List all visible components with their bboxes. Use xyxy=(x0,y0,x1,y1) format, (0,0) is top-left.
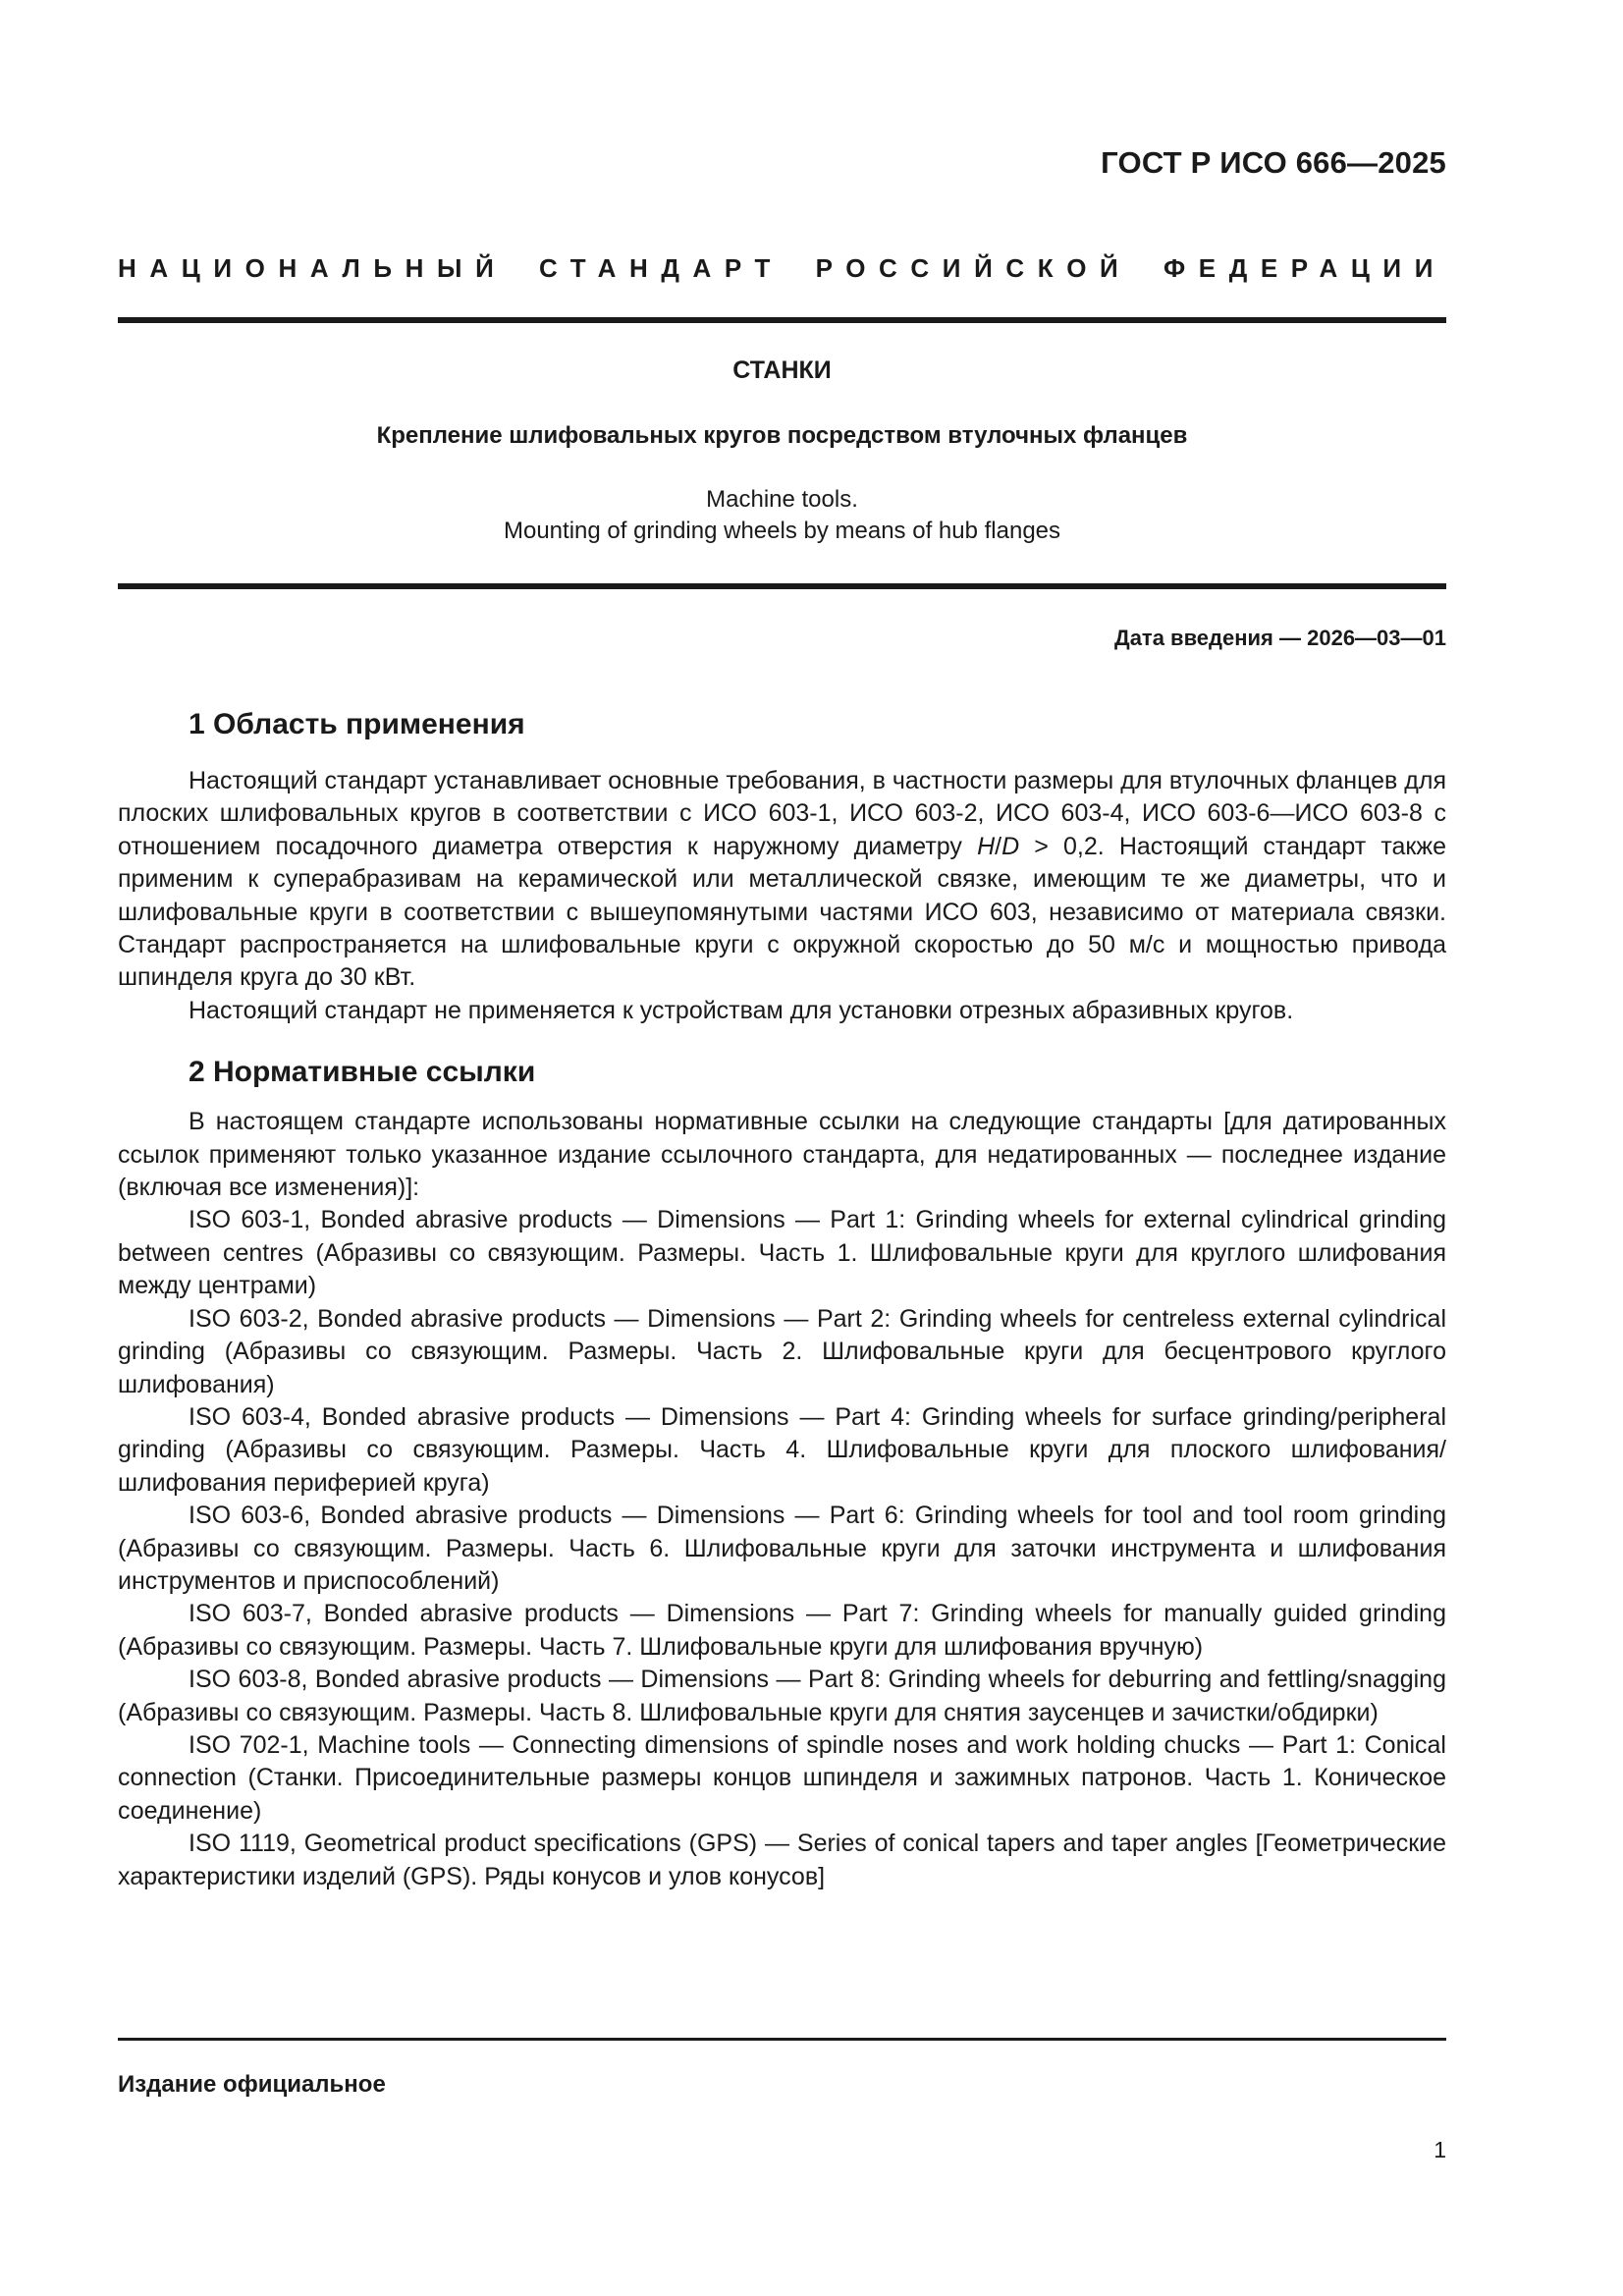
section-2-heading: 2 Нормативные ссылки xyxy=(189,1056,536,1089)
section-2-body xyxy=(118,1106,1446,1893)
footer-rule xyxy=(118,2038,1446,2041)
reference-item: ISO 603-2, Bonded abrasive products — Dimensions — Part 2: Grinding wheels for centreless external cylindrical grinding (Абразивы со связующим. Размеры. Часть 2. Шлифовальные круги для бесцентрового круглого шлифования) xyxy=(118,1304,1446,1398)
reference-item: ISO 603-6, Bonded abrasive products — Dimensions — Part 6: Grinding wheels for tool and tool room grinding (Абразивы со связующим. Размеры. Часть 6. Шлифовальные круги для заточки инструмента и шлифования инструментов и приспособлений) xyxy=(118,1502,1446,1595)
document-title-en xyxy=(118,484,1446,547)
document-title-ru: СТАНКИ xyxy=(732,356,832,384)
reference-item: ISO 603-7, Bonded abrasive products — Dimensions — Part 7: Grinding wheels for manually guided grinding (Абразивы со связующим. Размеры. Часть 7. Шлифовальные круги для шлифования вручную) xyxy=(118,1600,1446,1661)
reference-item: ISO 603-1, Bonded abrasive products — Dimensions — Part 1: Grinding wheels for external cylindrical grinding between centres (Абразивы со связующим. Размеры. Часть 1. Шлифовальные круги для круглого шлифования между центрами) xyxy=(118,1206,1446,1300)
reference-item: ISO 603-4, Bonded abrasive products — Dimensions — Part 4: Grinding wheels for surface grinding/peripheral grinding (Абразивы со связующим. Размеры. Часть 4. Шлифовальные круги для плоского шлифования/шлифования периферией круга) xyxy=(118,1402,1446,1497)
ratio-symbol-h: H xyxy=(977,832,996,860)
top-rule xyxy=(118,317,1446,323)
reference-item: ISO 603-8, Bonded abrasive products — Dimensions — Part 8: Grinding wheels for deburring and fettling/snagging (Абразивы со связующим. Размеры. Часть 8. Шлифовальные круги для снятия заусенцев и зачистки/обдирки) xyxy=(118,1666,1446,1726)
references-intro: В настоящем стандарте использованы нормативные ссылки на следующие стандарты [для датированных ссылок применяют только указанное издание ссылочного стандарта, для недатированных — последнее издание (включая все изменения)]: xyxy=(118,1108,1446,1202)
ratio-slash: / xyxy=(995,832,1002,860)
document-page xyxy=(118,0,1446,2296)
title-en-line-1: Machine tools. xyxy=(706,486,858,513)
title-bottom-rule xyxy=(118,583,1446,589)
scope-paragraph-1 xyxy=(118,765,1446,995)
scope-text-a: Настоящий стандарт устанавливает основные требования, в частности размеры для втулочных фланцев для плоских шлифовальных кругов в соответствии с ИСО 603-1, ИСО 603-2, ИСО 603-4, ИСО 603-6—ИСО 603-8 с отношением посадочного диаметра отверстия к наружному диаметру xyxy=(118,767,1446,860)
reference-item: ISO 1119, Geometrical product specifications (GPS) — Series of conical tapers and taper angles [Геометрические характеристики изделий (GPS). Ряды конусов и улов конусов] xyxy=(118,1830,1446,1890)
document-subtitle-ru: Крепление шлифовальных кругов посредством втулочных фланцев xyxy=(376,422,1188,449)
document-body xyxy=(118,705,1446,1893)
title-en-line-2: Mounting of grinding wheels by means of hub flanges xyxy=(503,518,1061,544)
official-edition-label: Издание официальное xyxy=(118,2071,386,2098)
page-number: 1 xyxy=(1434,2137,1446,2162)
date-of-introduction: Дата введения — 2026—03—01 xyxy=(1114,626,1446,650)
ratio-symbol-d: D xyxy=(1001,832,1020,860)
section-1-heading: 1 Область применения xyxy=(189,708,525,740)
scope-paragraph-2: Настоящий стандарт не применяется к устройствам для установки отрезных абразивных кругов. xyxy=(189,996,1294,1024)
national-standard-banner: НАЦИОНАЛЬНЫЙ СТАНДАРТ РОССИЙСКОЙ ФЕДЕРАЦИИ xyxy=(118,253,1446,283)
standard-number: ГОСТ Р ИСО 666—2025 xyxy=(1101,145,1446,180)
scope-text-b: > 0,2. Настоящий стандарт также применим к суперабразивам на керамической или металлической связке, имеющим те же диаметры, что и шлифовальные круги в соответствии с вышеупомянутыми частями ИСО 603, независимо от материала связки. Стандарт распространяется на шлифовальные круги с окружной скоростью до 50 м/с и мощностью привода шпинделя круга до 30 кВт. xyxy=(118,832,1446,992)
reference-item: ISO 702-1, Machine tools — Connecting dimensions of spindle noses and work holding chucks — Part 1: Conical connection (Станки. Присоединительные размеры концов шпинделя и зажимных патронов. Часть 1. Коническое соединение) xyxy=(118,1730,1446,1825)
section-1-body xyxy=(118,765,1446,1027)
